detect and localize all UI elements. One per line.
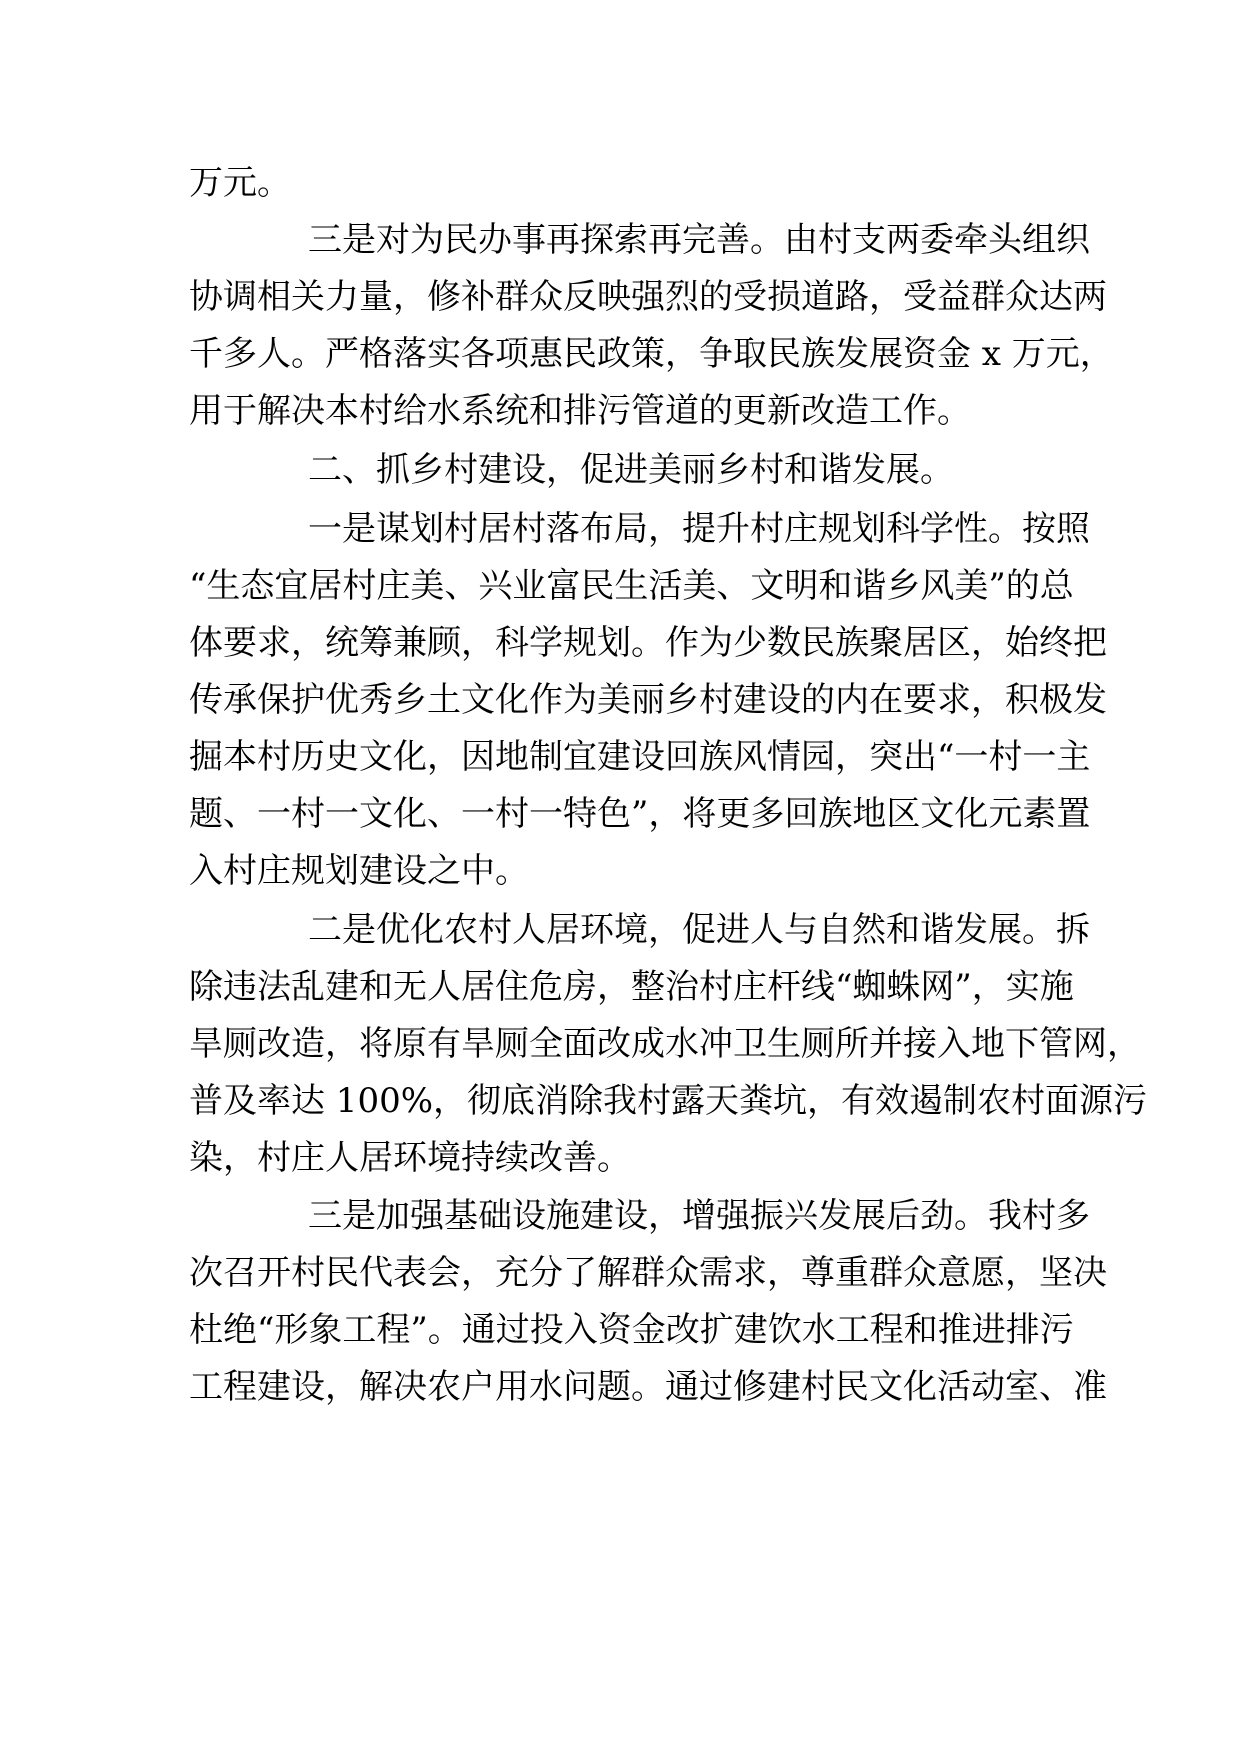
paragraph-line-19: 三是加强基础设施建设，增强振兴发展后劲。我村多 bbox=[308, 1196, 1090, 1236]
text-line-3: 协调相关力量，修补群众反映强烈的受损道路，受益群众达两 bbox=[189, 277, 1107, 317]
text-line-1: 万元。 bbox=[189, 163, 291, 203]
section-heading: 二、抓乡村建设，促进美丽乡村和谐发展。 bbox=[308, 450, 954, 490]
text-line-12: 题、一村一文化、一村一特色”，将更多回族地区文化元素置 bbox=[189, 794, 1091, 834]
text-line-5: 用于解决本村给水系统和排污管道的更新改造工作。 bbox=[189, 391, 971, 431]
text-line-18: 染，村庄人居环境持续改善。 bbox=[189, 1138, 631, 1178]
text-line-16: 旱厕改造，将原有旱厕全面改成水冲卫生厕所并接入地下管网， bbox=[189, 1024, 1141, 1064]
text-line-8: “生态宜居村庄美、兴业富民生活美、文明和谐乡风美”的总 bbox=[189, 566, 1074, 606]
text-line-17: 普及率达 100%，彻底消除我村露天粪坑，有效遏制农村面源污 bbox=[189, 1081, 1148, 1121]
text-line-13: 入村庄规划建设之中。 bbox=[189, 851, 529, 891]
text-line-22: 工程建设，解决农户用水问题。通过修建村民文化活动室、准 bbox=[189, 1367, 1107, 1407]
text-line-21: 杜绝“形象工程”。通过投入资金改扩建饮水工程和推进排污 bbox=[189, 1310, 1074, 1350]
paragraph-line-2: 三是对为民办事再探索再完善。由村支两委牵头组织 bbox=[308, 220, 1090, 260]
paragraph-line-7: 一是谋划村居村落布局，提升村庄规划科学性。按照 bbox=[308, 509, 1090, 549]
text-line-10: 传承保护优秀乡土文化作为美丽乡村建设的内在要求，积极发 bbox=[189, 680, 1107, 720]
text-line-4: 千多人。严格落实各项惠民政策，争取民族发展资金 x 万元， bbox=[189, 334, 1114, 374]
text-line-9: 体要求，统筹兼顾，科学规划。作为少数民族聚居区，始终把 bbox=[189, 623, 1107, 663]
paragraph-line-14: 二是优化农村人居环境，促进人与自然和谐发展。拆 bbox=[308, 910, 1090, 950]
text-line-11: 掘本村历史文化，因地制宜建设回族风情园，突出“一村一主 bbox=[189, 737, 1091, 777]
text-line-20: 次召开村民代表会，充分了解群众需求，尊重群众意愿，坚决 bbox=[189, 1253, 1107, 1293]
text-line-15: 除违法乱建和无人居住危房，整治村庄杆线“蜘蛛网”，实施 bbox=[189, 967, 1074, 1007]
